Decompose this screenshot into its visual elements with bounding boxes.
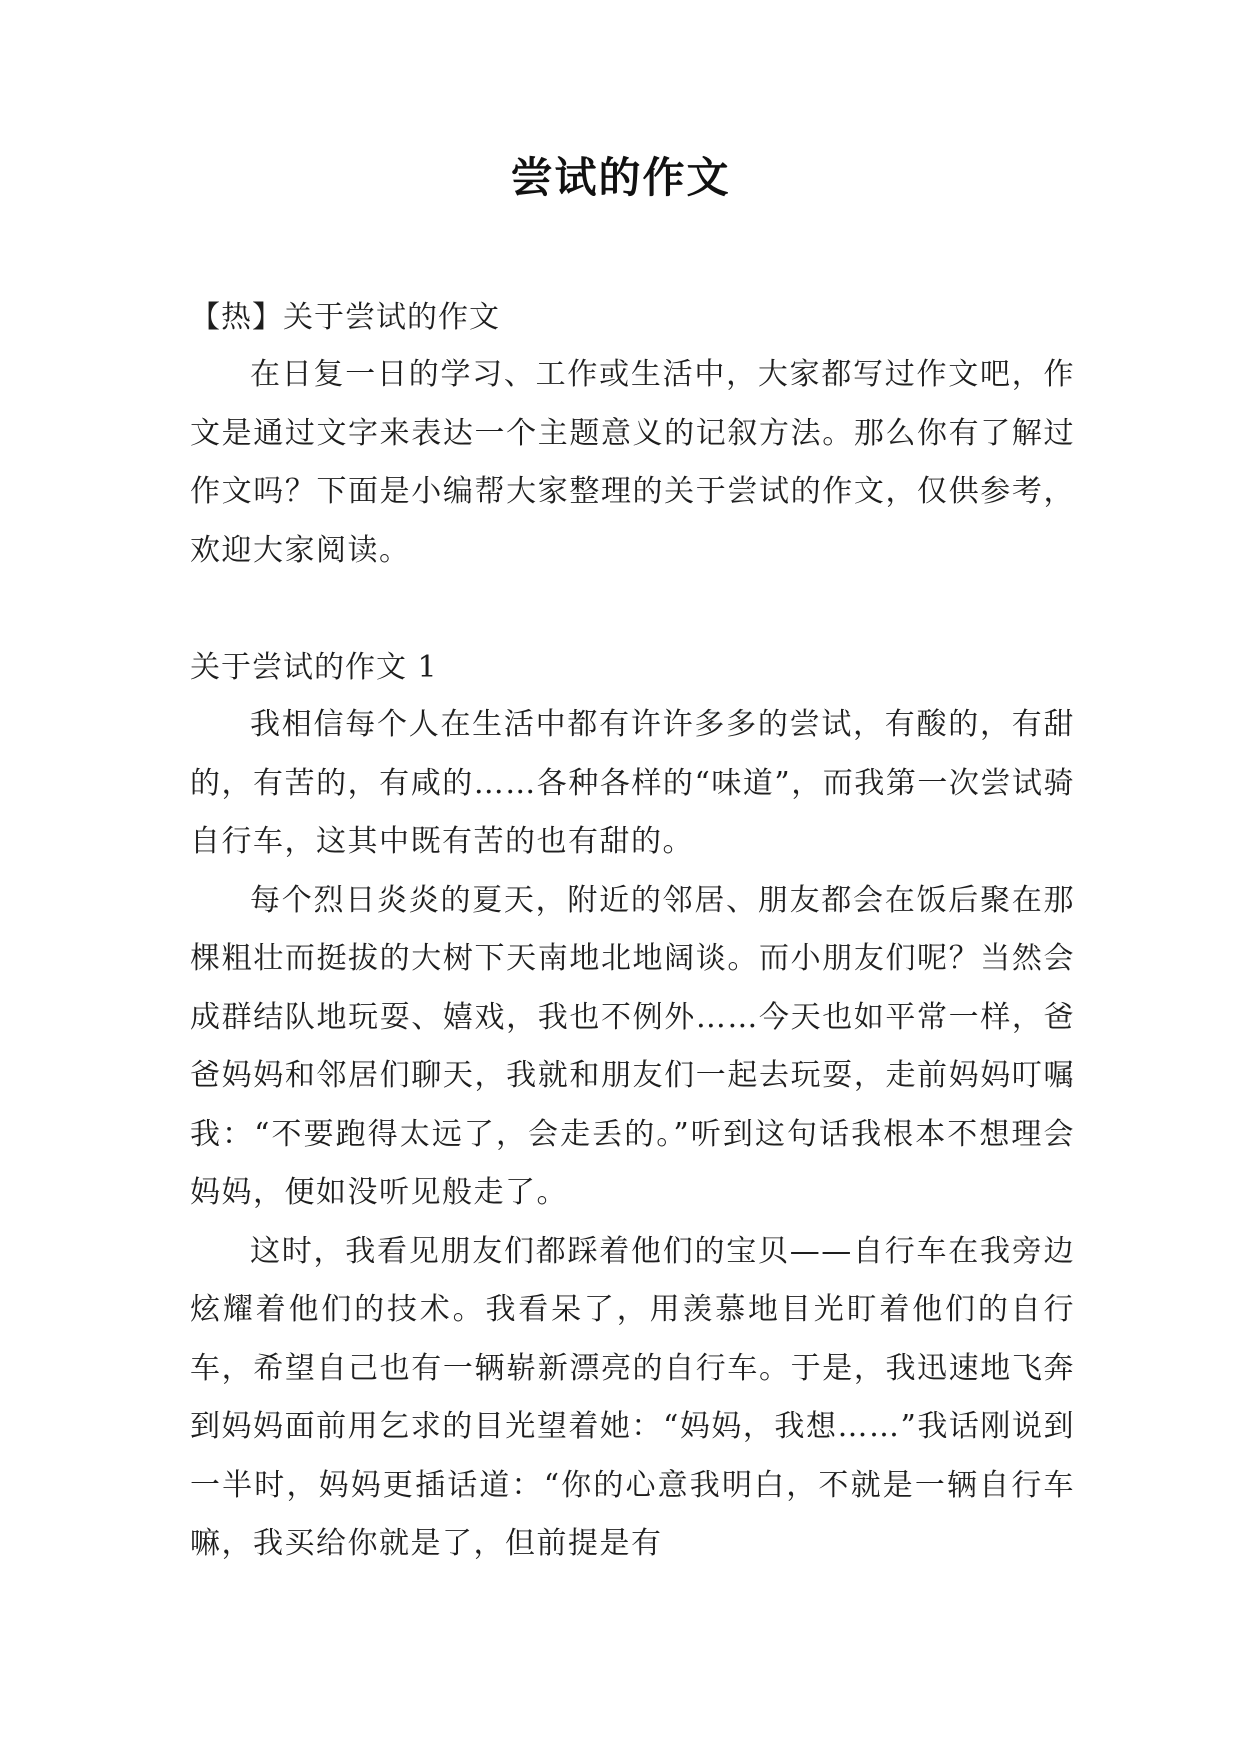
- section-spacer: [190, 580, 1075, 640]
- section-paragraph: 每个烈日炎炎的夏天，附近的邻居、朋友都会在饭后聚在那棵粗壮而挺拔的大树下天南地北地阔谈。而小朋友们呢？当然会成群结队地玩耍、嬉戏，我也不例外……今天也如平常一样，爸爸妈妈和邻居们聊天，我就和朋友们一起去玩耍，走前妈妈叮嘱我：“不要跑得太远了，会走丢的。”听到这句话我根本不想理会妈妈，便如没听见般走了。: [190, 882, 1075, 1210]
- section-paragraph: 这时，我看见朋友们都踩着他们的宝贝——自行车在我旁边炫耀着他们的技术。我看呆了，用羡慕地目光盯着他们的自行车，希望自己也有一辆崭新漂亮的自行车。于是，我迅速地飞奔到妈妈面前用乞求的目光望着她：“妈妈，我想……”我话刚说到一半时，妈妈更插话道：“你的心意我明白，不就是一辆自行车嘛，我买给你就是了，但前提是有: [190, 1233, 1075, 1561]
- document-body: [190, 290, 1075, 1574]
- document-title: 尝试的作文: [510, 153, 731, 202]
- section-heading: 关于尝试的作文 1: [190, 650, 438, 685]
- section-paragraph: 我相信每个人在生活中都有许许多多的尝试，有酸的，有甜的，有苦的，有咸的……各种各样的“味道”，而我第一次尝试骑自行车，这其中既有苦的也有甜的。: [190, 707, 1075, 859]
- intro-paragraph: 在日复一日的学习、工作或生活中，大家都写过作文吧，作文是通过文字来表达一个主题意义的记叙方法。那么你有了解过作文吗？下面是小编帮大家整理的关于尝试的作文，仅供参考，欢迎大家阅读。: [190, 357, 1075, 568]
- intro-heading: 【热】关于尝试的作文: [190, 300, 500, 335]
